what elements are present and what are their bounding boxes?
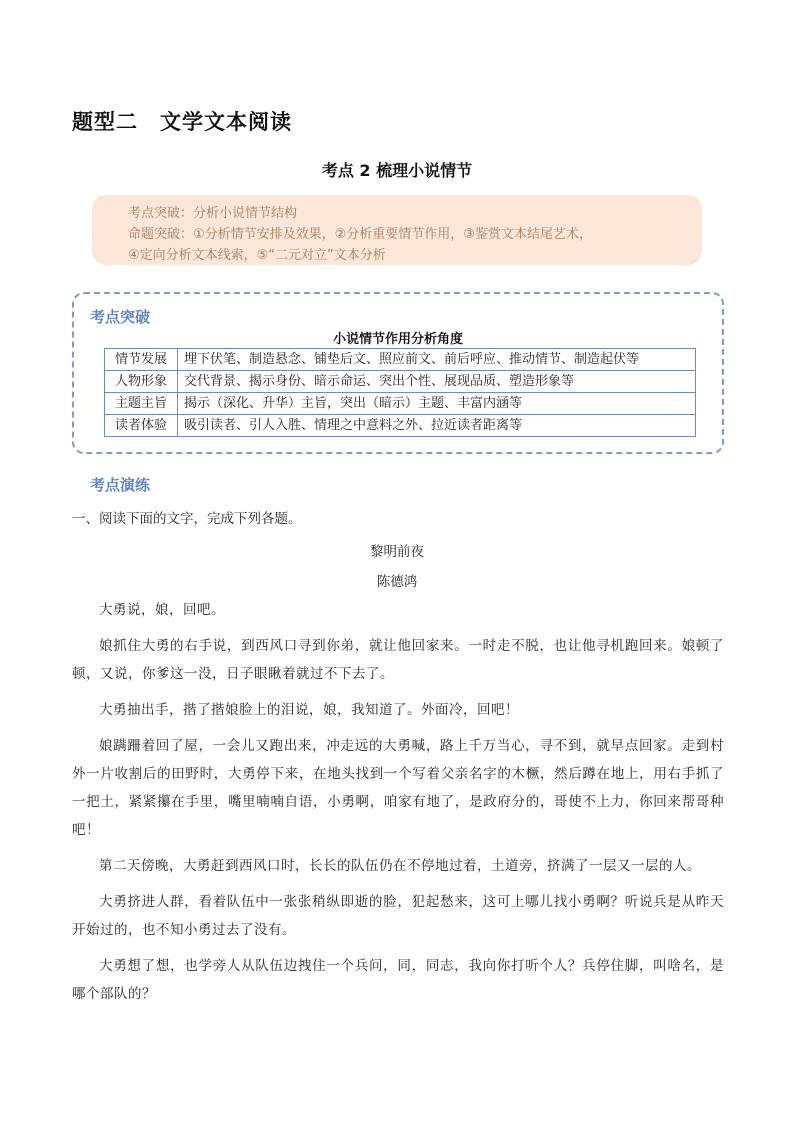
story-body xyxy=(72,596,724,1016)
story-paragraph: 大勇挤进人群，看着队伍中一张张稍纵即逝的脸，犯起愁来，这可上哪儿找小勇啊？听说兵是从昨天开始过的，也不知小勇过去了没有。 xyxy=(72,894,724,938)
breakthrough-box xyxy=(72,292,724,454)
row-category: 情节发展 xyxy=(105,349,178,371)
focus-line-1: 考点突破：分析小说情节结构 xyxy=(128,206,298,221)
story-paragraph: 第二天傍晚，大勇赶到西风口时，长长的队伍仍在不停地过着，土道旁，挤满了一层又一层的人。 xyxy=(99,858,701,874)
breakthrough-heading: 考点突破 xyxy=(90,308,151,326)
row-category: 读者体验 xyxy=(105,415,178,437)
row-content: 埋下伏笔、制造悬念、铺垫后文、照应前文、前后呼应、推动情节、制造起伏等 xyxy=(178,349,696,371)
table-row xyxy=(105,349,696,371)
row-content: 吸引读者、引人入胜、情理之中意料之外、拉近读者距离等 xyxy=(178,415,696,437)
table-row xyxy=(105,393,696,415)
story-paragraph: 大勇想了想，也学旁人从队伍边拽住一个兵问，同，同志，我向你打听个人？兵停住脚，叫啥名，是哪个部队的？ xyxy=(72,958,724,1002)
table-row xyxy=(105,415,696,437)
table-row xyxy=(105,371,696,393)
section-title-name: 文学文本阅读 xyxy=(160,110,292,134)
story-title: 黎明前夜 xyxy=(370,544,424,560)
row-content: 交代背景、揭示身份、暗示命运、突出个性、展现品质、塑造形象等 xyxy=(178,371,696,393)
analysis-table xyxy=(104,348,696,437)
story-paragraph: 大勇说，娘，回吧。 xyxy=(99,602,225,618)
kaodian-title: 考点 2 梳理小说情节 xyxy=(321,161,473,180)
focus-line-2: 命题突破：①分析情节安排及效果，②分析重要情节作用，③鉴赏文本结尾艺术， xyxy=(128,227,592,242)
story-paragraph: 娘蹒跚着回了屋，一会儿又跑出来，冲走远的大勇喊，路上千万当心，寻不到，就早点回家。走到村外一片收割后的田野时，大勇停下来，在地头找到一个写着父亲名字的木橛，然后蹲在地上，用右手抓了一把土，紧紧攥在手里，嘴里喃喃自语，小勇啊，咱家有地了，是政府分的，哥使不上力，你回来帮哥种吧！ xyxy=(72,738,724,838)
row-content: 揭示（深化、升华）主旨，突出（暗示）主题、丰富内涵等 xyxy=(178,393,696,415)
practice-heading: 考点演练 xyxy=(90,476,151,494)
section-title xyxy=(72,106,292,136)
story-paragraph: 大勇抽出手，揩了揩娘脸上的泪说，娘，我知道了。外面冷，回吧！ xyxy=(99,702,519,718)
focus-box xyxy=(92,195,702,265)
table-title: 小说情节作用分析角度 xyxy=(332,332,463,347)
section-title-number: 题型二 xyxy=(72,110,138,134)
row-category: 人物形象 xyxy=(105,371,178,393)
story-author: 陈德鸿 xyxy=(376,574,418,590)
instruction: 一、阅读下面的文字，完成下列各题。 xyxy=(72,511,302,527)
story-paragraph: 娘抓住大勇的右手说，到西风口寻到你弟，就让他回家来。一时走不脱，也让他寻机跑回来。娘顿了顿，又说，你爹这一没，日子眼瞅着就过不下去了。 xyxy=(72,638,724,682)
row-category: 主题主旨 xyxy=(105,393,178,415)
focus-line-3: ④定向分析文本线索，⑤“二元对立”文本分析 xyxy=(128,248,386,263)
